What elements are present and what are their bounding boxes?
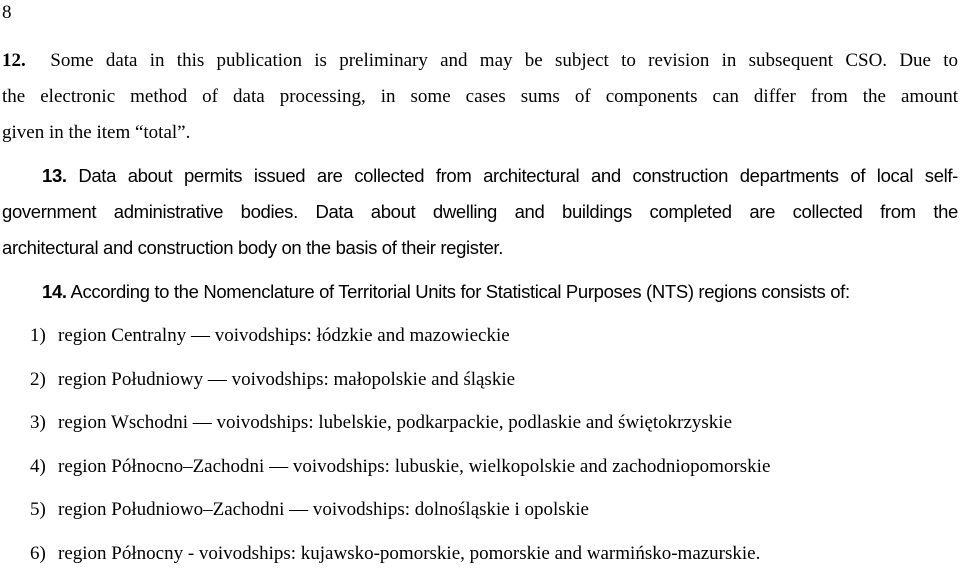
list-item-text: region Północny - voivodships: kujawsko-pomorskie, pomorskie and warmińsko-mazurskie. <box>58 542 761 564</box>
list-item <box>30 405 770 449</box>
note-13-line-1 <box>2 158 958 194</box>
page-number: 8 <box>2 2 12 23</box>
note-13-line-2: government administrative bodies. Data about dwelling and buildings completed are collected from the <box>2 201 958 222</box>
list-item <box>30 362 770 406</box>
list-item-text: region Centralny — voivodships: łódzkie and mazowieckie <box>58 325 510 346</box>
list-item <box>30 492 770 536</box>
region-list <box>30 318 770 580</box>
list-item <box>30 536 770 580</box>
list-item-text: region Południowy — voivodships: małopolskie and śląskie <box>58 368 516 390</box>
list-item-text: region Północno–Zachodni — voivodships: lubuskie, wielkopolskie and zachodniopomorskie <box>58 455 771 477</box>
note-13 <box>2 158 958 266</box>
note-12 <box>2 43 958 151</box>
note-12-line-3: given in the item “total”. <box>2 122 191 143</box>
note-13-text-1: Data about permits issued are collected from architectural and construction departments of local self- <box>78 165 958 186</box>
list-item-text: region Wschodni — voivodships: lubelskie, podkarpackie, podlaskie and świętokrzyskie <box>58 412 733 434</box>
note-13-line-3: architectural and construction body on the basis of their register. <box>2 237 504 258</box>
note-12-text-1: Some data in this publication is preliminary and may be subject to revision in subsequent CSO. Due to <box>50 50 959 71</box>
list-item-number: 2) <box>30 368 46 390</box>
note-12-line-2: the electronic method of data processing, in some cases sums of components can differ from the amount <box>2 86 958 107</box>
list-item-number: 5) <box>30 499 46 521</box>
list-item-number: 3) <box>30 412 46 434</box>
note-14-intro-line <box>2 274 958 310</box>
note-14-intro: According to the Nomenclature of Territorial Units for Statistical Purposes (NTS) regions consists of: <box>70 281 850 302</box>
list-item <box>30 318 770 362</box>
note-14 <box>2 274 958 310</box>
list-item <box>30 449 770 493</box>
list-item-number: 1) <box>30 325 46 346</box>
list-item-text: region Południowo–Zachodni — voivodships: dolnośląskie i opolskie <box>58 499 589 521</box>
list-item-number: 4) <box>30 455 46 477</box>
note-14-number: 14. <box>42 281 67 302</box>
note-13-number: 13. <box>42 165 67 186</box>
note-12-line-1 <box>2 43 958 79</box>
note-12-number: 12. <box>2 50 26 71</box>
list-item-number: 6) <box>30 542 46 564</box>
